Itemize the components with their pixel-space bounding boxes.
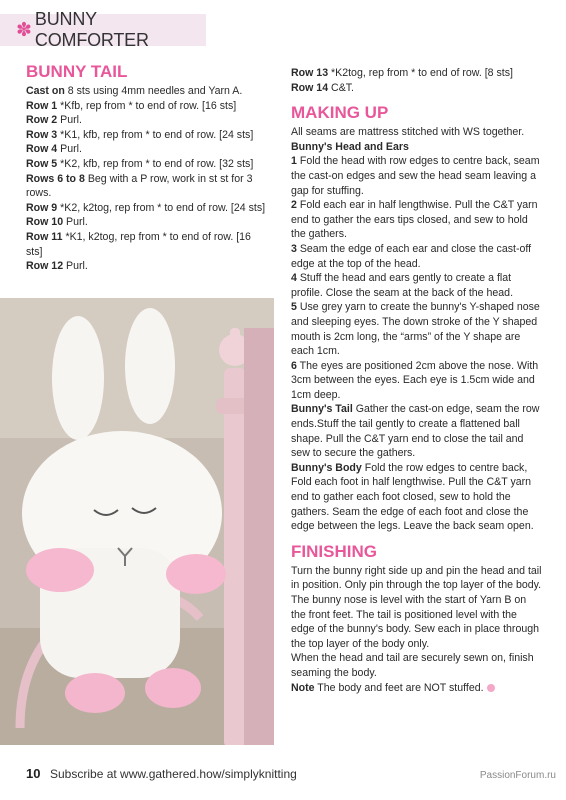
- making-up-step-text: Use grey yarn to create the bunny's Y-shaped nose and sleeping eyes. The down stroke of the Y shaped mouth is 2cm long, the “arms” of the Y shape are each 1cm.: [291, 301, 540, 358]
- finishing-paragraph-1: Turn the bunny right side up and pin the head and tail in position. Only pin through the top layer of the body. The bunny nose is level with the start of Yarn B on the front feet. The tail is positioned level with the edge of the bunny's body. Sew each in place through the top layer of the body only.: [291, 564, 542, 650]
- making-up-step: [291, 271, 542, 300]
- making-up-step-label: 3: [291, 242, 297, 255]
- pattern-row: [26, 128, 270, 143]
- making-up-step-text: Seam the edge of each ear and close the cast-off edge at the top of the head.: [291, 242, 532, 270]
- making-up-step: [291, 300, 542, 358]
- page-header-title: BUNNY COMFORTER: [34, 9, 149, 50]
- pattern-row: [26, 215, 270, 230]
- pattern-row-label: Row 5: [26, 157, 58, 170]
- pattern-row: [26, 172, 270, 201]
- making-up-step-text: Stuff the head and ears gently to create a flat profile. Close the seam at the back of the head.: [291, 272, 514, 299]
- page-number: 10: [26, 766, 41, 781]
- pattern-row-label: Row 12: [26, 260, 64, 273]
- making-up-step-label: Bunny's Tail: [291, 403, 353, 416]
- pattern-row-text: *K2, k2tog, rep from * to end of row. [24 sts]: [57, 201, 266, 214]
- making-up-step-text: Fold each ear in half lengthwise. Pull the C&T yarn end to gather the ears tips closed, and sew to hold the gathers.: [291, 199, 538, 241]
- making-up-step-label: 2: [291, 199, 297, 212]
- making-up-step-label: 1: [291, 155, 297, 168]
- making-up-step: [291, 461, 542, 534]
- pattern-row-label: Row 11: [26, 230, 63, 243]
- pattern-row-text: *K2, kfb, rep from * to end of row. [32 sts]: [57, 157, 254, 170]
- pattern-row: [26, 84, 270, 99]
- right-column: [291, 66, 542, 695]
- making-up-intro: All seams are mattress stitched with WS together.: [291, 126, 525, 139]
- note-label: Note: [291, 681, 315, 694]
- pattern-row-label: Rows 6 to 8: [26, 172, 85, 185]
- making-up-step: [291, 198, 542, 242]
- pattern-row-label: Cast on: [26, 85, 65, 97]
- pattern-row-label: Row 1: [26, 99, 58, 112]
- pattern-row: [26, 201, 270, 216]
- making-up-step: [291, 359, 542, 403]
- making-up-step-text: Fold the row edges to centre back, Fold each foot in half lengthwise. Pull the C&T yarn end to gather each foot closed, sew to hold the gathers. Seam the edge of each foot and close the edge between the legs. Leave the back seam open.: [291, 461, 534, 533]
- making-up-step-label: Bunny's Body: [291, 461, 362, 474]
- pattern-row-label: Row 4: [26, 143, 58, 156]
- pattern-row-label: Row 3: [26, 128, 58, 141]
- making-up-step: [291, 242, 542, 271]
- pattern-row-text: *K1, kfb, rep from * to end of row. [24 sts]: [57, 128, 254, 141]
- finishing-note: [291, 681, 542, 696]
- pattern-row-text: Purl.: [57, 114, 82, 127]
- bunny-comforter-photo: [0, 298, 274, 745]
- pattern-row: [26, 99, 270, 114]
- making-up-step-label: 6: [291, 359, 297, 372]
- bunny-tail-pattern: [26, 84, 270, 274]
- note-text: The body and feet are NOT stuffed.: [314, 681, 484, 694]
- left-column: [26, 62, 270, 274]
- pattern-row: [26, 230, 270, 259]
- making-up-step: [291, 402, 542, 460]
- making-up-step-text: Fold the head with row edges to centre back, seam the cast-on edges and sew the head seam leaving a gap for stuffing.: [291, 155, 540, 197]
- making-up-step-label: 4: [291, 272, 297, 285]
- pattern-row: [26, 157, 270, 172]
- watermark: PassionForum.ru: [479, 770, 556, 781]
- pattern-row-text: Purl.: [57, 143, 82, 156]
- finishing-heading: FINISHING: [291, 541, 377, 561]
- making-up-step-text: Gather the cast-on edge, seam the row ends.Stuff the tail gently to create a flattened ball shape. Pull the C&T yarn end to close the tail and sew to secure the gathers.: [291, 403, 540, 460]
- rows-13-14: [291, 66, 542, 95]
- head-and-ears-subheading: Bunny's Head and Ears: [291, 140, 409, 153]
- pattern-row: [26, 259, 270, 274]
- pattern-row-text: *K2tog, rep from * to end of row. [8 sts]: [328, 67, 513, 79]
- pattern-row-label: Row 9: [26, 201, 58, 214]
- pattern-row-text: Beg with a P row, work in st st for 3 rows.: [26, 172, 253, 200]
- footer: [0, 762, 566, 786]
- bunny-tail-heading: BUNNY TAIL: [26, 62, 128, 81]
- flower-star-icon: ✽: [16, 19, 32, 41]
- finishing-paragraph-2: When the head and tail are securely sewn on, finish seaming the body.: [291, 652, 534, 679]
- pattern-row-label: Row 14: [291, 81, 329, 94]
- pattern-row-text: Purl.: [63, 216, 88, 229]
- subscribe-link[interactable]: Subscribe at www.gathered.how/simplyknitting: [50, 767, 297, 781]
- pattern-row-text: Purl.: [63, 260, 88, 273]
- pattern-row: [26, 113, 270, 128]
- end-dot-icon: [487, 684, 495, 692]
- pattern-row: [291, 81, 542, 96]
- making-up-step-text: The eyes are positioned 2cm above the nose. With 3cm between the eyes. Each eye is 1.5cm wide and 1cm deep.: [291, 359, 539, 401]
- bunny-illustration: [0, 298, 274, 745]
- pattern-row-label: Row 10: [26, 216, 64, 229]
- pattern-row-text: *Kfb, rep from * to end of row. [16 sts]: [57, 99, 237, 112]
- pattern-row-label: Row 13: [291, 67, 329, 79]
- making-up-step: [291, 154, 542, 198]
- pattern-row-text: C&T.: [328, 81, 354, 94]
- making-up-step-label: 5: [291, 301, 297, 314]
- making-up-heading: MAKING UP: [291, 103, 389, 123]
- pattern-row-label: Row 2: [26, 114, 58, 127]
- pattern-row-text: *K1, k2tog, rep from * to end of row. [16 sts]: [26, 230, 251, 258]
- pattern-row-text: 8 sts using 4mm needles and Yarn A.: [64, 85, 243, 97]
- pattern-row: [26, 142, 270, 157]
- making-up-steps: [291, 154, 542, 533]
- pattern-row: [291, 66, 542, 81]
- header-band: [0, 9, 206, 50]
